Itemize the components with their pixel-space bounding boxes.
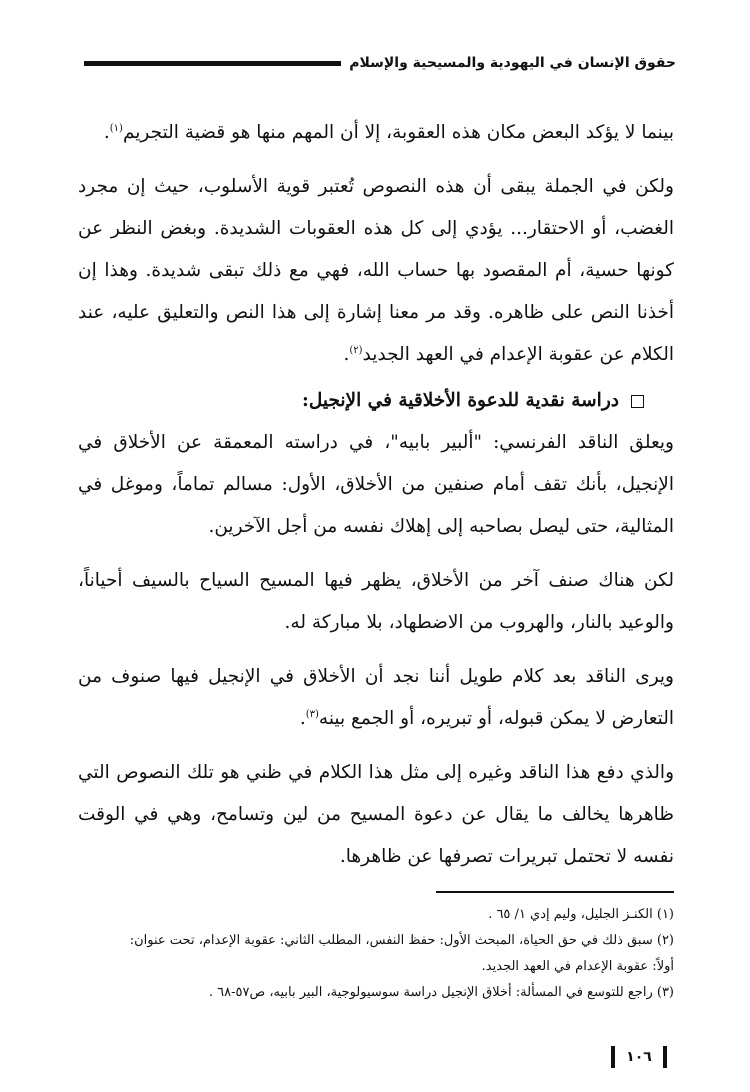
paragraph-tail: . (103, 122, 110, 143)
paragraph-3 (78, 422, 674, 548)
footnotes (76, 902, 674, 1006)
footnote-ref-3: (٣) (305, 708, 319, 720)
paragraph-text: والذي دفع هذا الناقد وغيره إلى مثل هذا الكلام في ظني هو تلك النصوص التي ظاهرها يخالف ما يقال عن دعوة المسيح من لين وتسامح، وهي في الوقت نفسه لا تحتمل تبريرات تصرفها عن ظاهرها. (78, 762, 674, 867)
paragraph-2 (78, 166, 674, 376)
footnote-2-continued: أولاً: عقوبة الإعدام في العهد الجديد. (481, 959, 674, 974)
paragraph-text: ويرى الناقد بعد كلام طويل أننا نجد أن الأخلاق في الإنجيل فيها صنوف من التعارض لا يمكن قبوله، أو تبريره، أو الجمع بينه (78, 666, 674, 729)
paragraph-text: بينما لا يؤكد البعض مكان هذه العقوبة، إلا أن المهم منها هو قضية التجريم (122, 122, 674, 143)
paragraph-tail: . (343, 344, 350, 365)
paragraph-5 (78, 656, 674, 740)
footnote-2: (٢) سبق ذلك في حق الحياة، المبحث الأول: حفظ النفس، المطلب الثاني: عقوبة الإعدام، تحت عنوان: (129, 933, 674, 948)
header-title: حقوق الإنسان في اليهودية والمسيحية والإسلام (349, 55, 676, 71)
footnote-ref-2: (٢) (349, 344, 363, 356)
square-bullet-icon (631, 395, 644, 408)
paragraph-text: ولكن في الجملة يبقى أن هذه النصوص تُعتبر قوية الأسلوب، حيث إن مجرد الغضب، أو الاحتقار... يؤدي إلى كل هذه العقوبات الشديدة. وبغض النظر عن كونها حسية، أم المقصود بها حساب الله، فهي مع ذلك تبقى شديدة. وهذا إن أخذنا النص على ظاهره. وقد مر معنا إشارة إلى هذا النص والتعليق عليه، عند الكلام عن عقوبة الإعدام في العهد الجديد (78, 176, 674, 365)
paragraph-text: لكن هناك صنف آخر من الأخلاق، يظهر فيها المسيح السياح بالسيف أحياناً، والوعيد بالنار، والهروب من الاضطهاد، بلا مباركة له. (78, 570, 674, 633)
footnote-1: (١) الكنـز الجليل، وليم إدي ١/ ٦٥ . (488, 907, 674, 922)
footnote-separator (436, 891, 674, 893)
header-rule (84, 61, 341, 66)
paragraph-6 (78, 752, 674, 878)
body-text (78, 112, 674, 878)
paragraph-1 (78, 112, 674, 154)
running-header (84, 50, 676, 76)
page-number: ١٠٦ (611, 1046, 667, 1068)
section-heading (78, 380, 674, 422)
footnote-3: (٣) راجع للتوسع في المسألة: أخلاق الإنجيل دراسة سوسيولوجية، البير بابيه، ص٥٧-٦٨ . (208, 985, 674, 1000)
paragraph-tail: . (299, 708, 306, 729)
paragraph-text: ويعلق الناقد الفرنسي: "ألبير بابيه"، في دراسته المعمقة عن الأخلاق في الإنجيل، بأنك تقف أمام صنفين من الأخلاق، الأول: مسالم تماماً، وموغل في المثالية، حتى ليصل بصاحبه إلى إهلاك نفسه من أجل الآخرين. (78, 432, 674, 537)
paragraph-4 (78, 560, 674, 644)
section-heading-text: دراسة نقدية للدعوة الأخلاقية في الإنجيل: (302, 390, 619, 411)
footnote-ref-1: (١) (109, 122, 123, 134)
